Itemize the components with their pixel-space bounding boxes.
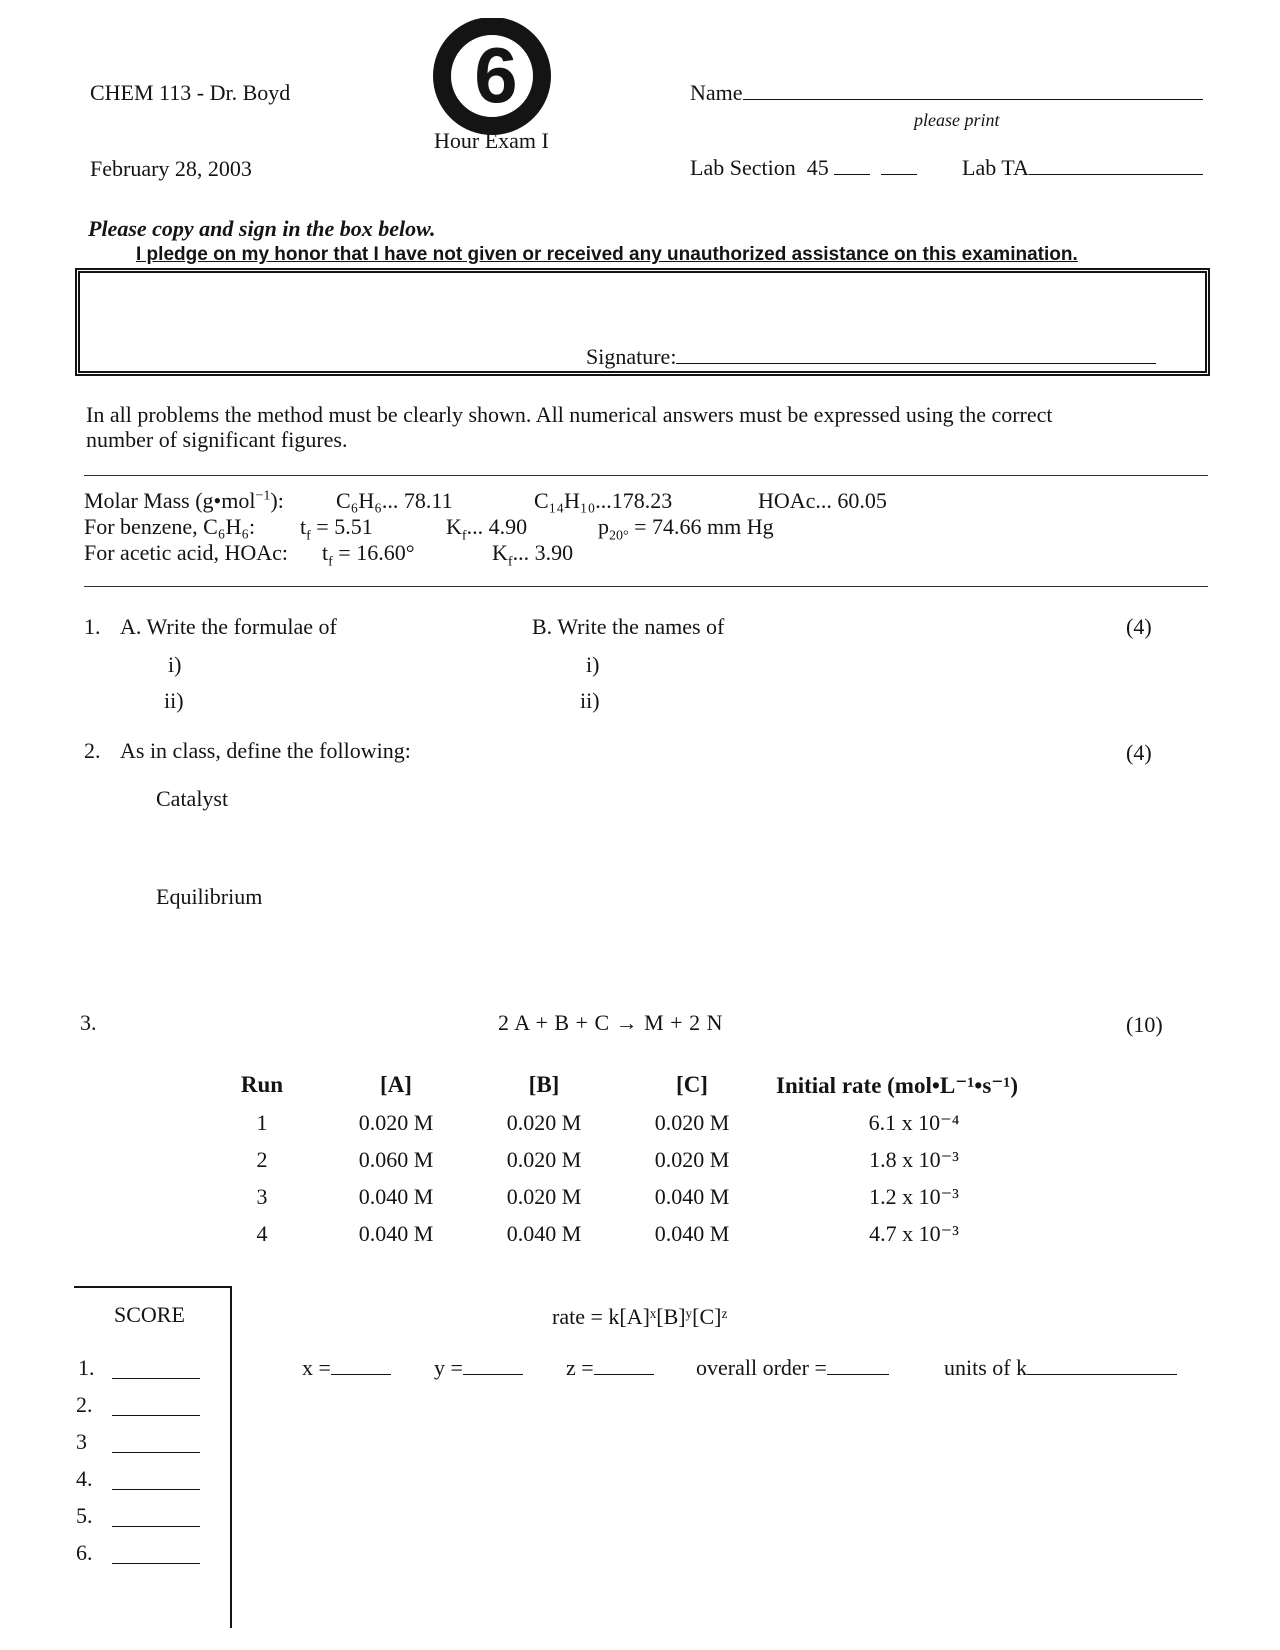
table-cell-run: 2 xyxy=(256,1147,268,1172)
q3-reaction: 2 A + B + C → M + 2 N xyxy=(498,1010,723,1035)
y-answer-field[interactable] xyxy=(434,1355,523,1381)
q2-prompt: As in class, define the following: xyxy=(120,738,411,763)
table-cell-a: 0.040 M xyxy=(358,1184,434,1209)
table-cell-b: 0.020 M xyxy=(506,1147,582,1172)
score-title: SCORE xyxy=(114,1302,185,1327)
lab-section-value: 45 xyxy=(806,155,829,180)
benzene-vapor-pressure: $p_{20^\circ} = 74.66$ mm Hg xyxy=(598,514,774,544)
hoac-molar-mass: HOAc... 60.05 xyxy=(758,488,887,513)
q3-points: (10) xyxy=(1126,1012,1163,1037)
rate-law: rate = k[A]ˣ[B]ʸ[C]ᶻ xyxy=(552,1304,728,1329)
score-label-1: 1. xyxy=(78,1355,95,1380)
table-header-rate: Initial rate (mol•L⁻¹•s⁻¹) xyxy=(776,1073,1018,1098)
q3-number: 3. xyxy=(80,1010,97,1035)
lab-section-label: Lab Section xyxy=(690,155,796,180)
table-cell-a: 0.040 M xyxy=(358,1221,434,1246)
q1-number: 1. xyxy=(84,614,101,639)
q1b-item-ii: ii) xyxy=(580,688,600,713)
table-cell-rate: 6.1 x 10⁻⁴ xyxy=(868,1110,960,1135)
table-cell-a: 0.060 M xyxy=(358,1147,434,1172)
score-label-6: 6. xyxy=(76,1540,93,1565)
q1-part-b: B. Write the names of xyxy=(532,614,725,639)
table-cell-c: 0.040 M xyxy=(654,1184,730,1209)
acetic-freezing-point: $t_f = 16.60^\circ$ xyxy=(322,540,415,570)
table-header-a: [A] xyxy=(380,1072,412,1097)
benzene-molar-mass: C₆H₆... 78.11 xyxy=(336,488,453,513)
q2-term-catalyst: Catalyst xyxy=(156,786,229,811)
overall-order-field[interactable] xyxy=(696,1355,889,1381)
score-label-3: 3 xyxy=(76,1429,87,1454)
lab-section-field[interactable] xyxy=(690,155,917,181)
score-blank-6[interactable] xyxy=(112,1563,200,1564)
z-answer-field[interactable] xyxy=(566,1355,654,1381)
overall-order-label: overall order = xyxy=(696,1355,827,1380)
table-cell-c: 0.020 M xyxy=(654,1110,730,1135)
instructions-line-1: In all problems the method must be clearly shown. All numerical answers must be expressed using the correct xyxy=(86,402,1053,427)
table-header-c: [C] xyxy=(676,1072,708,1097)
divider xyxy=(84,586,1208,587)
table-cell-run: 1 xyxy=(256,1110,268,1135)
score-blank-5[interactable] xyxy=(112,1526,200,1527)
q1a-item-ii: ii) xyxy=(164,688,184,713)
exam-date: February 28, 2003 xyxy=(90,156,252,181)
x-answer-field[interactable] xyxy=(302,1355,391,1381)
q1b-item-i: i) xyxy=(586,652,600,677)
y-label: y = xyxy=(434,1355,463,1380)
name-field[interactable] xyxy=(690,80,1203,106)
score-blank-4[interactable] xyxy=(112,1489,200,1490)
q2-points: (4) xyxy=(1126,740,1152,765)
score-box xyxy=(74,1286,232,1628)
acetic-label: For acetic acid, HOAc: xyxy=(84,540,289,565)
divider xyxy=(84,475,1208,476)
table-header-b: [B] xyxy=(528,1072,560,1097)
table-cell-b: 0.040 M xyxy=(506,1221,582,1246)
table-cell-run: 4 xyxy=(256,1221,268,1246)
score-blank-2[interactable] xyxy=(112,1415,200,1416)
score-label-2: 2. xyxy=(76,1392,93,1417)
q2-number: 2. xyxy=(84,738,101,763)
instructions-line-2: number of significant figures. xyxy=(86,427,348,452)
table-header-run: Run xyxy=(240,1072,284,1097)
pledge-instruction: Please copy and sign in the box below. xyxy=(88,216,436,241)
name-hint: please print xyxy=(914,110,1000,130)
table-cell-rate: 4.7 x 10⁻³ xyxy=(869,1221,959,1246)
q1a-item-i: i) xyxy=(168,652,182,677)
pledge-text: I pledge on my honor that I have not given or received any unauthorized assistance on this examination. xyxy=(136,244,1078,265)
table-cell-c: 0.040 M xyxy=(654,1221,730,1246)
x-label: x = xyxy=(302,1355,331,1380)
table-cell-rate: 1.2 x 10⁻³ xyxy=(869,1184,959,1209)
benzene-freezing-point: $t_f = 5.51$ xyxy=(300,514,373,544)
score-label-5: 5. xyxy=(76,1503,93,1528)
molar-mass-label: Molar Mass (g•mol$^{-1}$): xyxy=(84,488,284,513)
table-cell-b: 0.020 M xyxy=(506,1184,582,1209)
signature-field[interactable] xyxy=(586,344,1156,370)
grade-value: 6 xyxy=(474,31,518,119)
z-label: z = xyxy=(566,1355,594,1380)
q1-part-a: A. Write the formulae of xyxy=(120,614,337,639)
units-of-k-label: units of k xyxy=(944,1355,1028,1380)
benzene-label: For benzene, C₆H₆: xyxy=(84,514,256,539)
table-cell-rate: 1.8 x 10⁻³ xyxy=(869,1147,959,1172)
exam-title: Hour Exam I xyxy=(434,128,549,153)
table-cell-b: 0.020 M xyxy=(506,1110,582,1135)
q1-points: (4) xyxy=(1126,614,1152,639)
score-blank-1[interactable] xyxy=(112,1378,200,1379)
lab-ta-field[interactable] xyxy=(962,155,1203,181)
score-blank-3[interactable] xyxy=(112,1452,200,1453)
units-of-k-field[interactable] xyxy=(944,1355,1177,1381)
table-cell-run: 3 xyxy=(256,1184,268,1209)
anthracene-molar-mass: C₁₄H₁₀...178.23 xyxy=(534,488,673,513)
name-label: Name xyxy=(690,80,743,105)
signature-label: Signature: xyxy=(586,344,677,369)
table-cell-a: 0.020 M xyxy=(358,1110,434,1135)
course-title: CHEM 113 - Dr. Boyd xyxy=(90,80,291,105)
q2-term-equilibrium: Equilibrium xyxy=(156,884,263,909)
acetic-kf: $K_f$... 3.90 xyxy=(492,540,574,570)
benzene-kf: $K_f$... 4.90 xyxy=(446,514,528,544)
lab-ta-label: Lab TA xyxy=(962,155,1029,180)
grade-mark xyxy=(420,18,570,136)
table-cell-c: 0.020 M xyxy=(654,1147,730,1172)
score-label-4: 4. xyxy=(76,1466,93,1491)
